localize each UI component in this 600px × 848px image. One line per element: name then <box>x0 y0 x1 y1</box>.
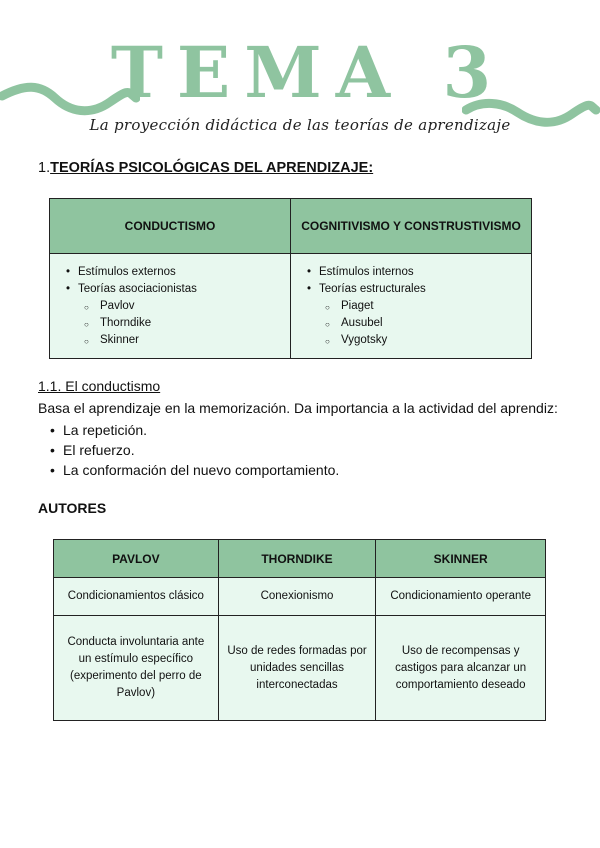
table-row <box>54 616 546 721</box>
table-cell: Condicionamientos clásico <box>54 578 219 616</box>
list-item: ○ Vygotsky <box>305 332 521 349</box>
list-item: • La conformación del nuevo comportamiento. <box>50 460 339 480</box>
subsection-intro: Basa el aprendizaje en la memorización. Da importancia a la actividad del aprendiz: <box>38 400 558 416</box>
list-item: ○ Pavlov <box>64 298 280 315</box>
section-heading <box>38 160 373 176</box>
list-item: • Estímulos externos <box>64 264 280 281</box>
table-cell: Uso de redes formadas por unidades sencillas interconectadas <box>218 616 376 721</box>
page-subtitle: La proyección didáctica de las teorías de aprendizaje <box>89 116 511 134</box>
table-row <box>54 578 546 616</box>
list-item: • La repetición. <box>50 420 339 440</box>
authors-header-thorndike: THORNDIKE <box>218 540 376 578</box>
table-cell: Uso de recompensas y castigos para alcanzar un comportamiento deseado <box>376 616 546 721</box>
section-number: 1. <box>38 160 51 176</box>
table-cell-conductismo <box>50 254 291 359</box>
cognitivismo-list <box>305 264 521 349</box>
comparison-table <box>49 198 532 359</box>
table-cell: Conducta involuntaria ante un estímulo específico (experimento del perro de Pavlov) <box>54 616 219 721</box>
list-item: ○ Piaget <box>305 298 521 315</box>
table-cell: Conexionismo <box>218 578 376 616</box>
list-item: ○ Ausubel <box>305 315 521 332</box>
list-item: ○ Skinner <box>64 332 280 349</box>
table-cell-cognitivismo <box>291 254 532 359</box>
table-cell: Condicionamiento operante <box>376 578 546 616</box>
list-item: • Teorías estructurales <box>305 281 521 298</box>
subsection-bullets <box>50 420 339 480</box>
conductismo-list <box>64 264 280 349</box>
list-item: • El refuerzo. <box>50 440 339 460</box>
authors-header-skinner: SKINNER <box>376 540 546 578</box>
table-header-conductismo: CONDUCTISMO <box>50 199 291 254</box>
subsection-title: 1.1. El conductismo <box>38 378 161 394</box>
authors-table <box>53 539 546 721</box>
authors-header-pavlov: PAVLOV <box>54 540 219 578</box>
page-title: TEMA 3 <box>110 31 506 114</box>
section-title: TEORÍAS PSICOLÓGICAS DEL APRENDIZAJE: <box>50 160 374 176</box>
list-item: • Teorías asociacionistas <box>64 281 280 298</box>
list-item: • Estímulos internos <box>305 264 521 281</box>
table-header-cognitivismo: COGNITIVISMO Y CONSTRUSTIVISMO <box>291 199 532 254</box>
authors-heading: AUTORES <box>38 500 107 516</box>
list-item: ○ Thorndike <box>64 315 280 332</box>
page-header <box>0 0 600 150</box>
